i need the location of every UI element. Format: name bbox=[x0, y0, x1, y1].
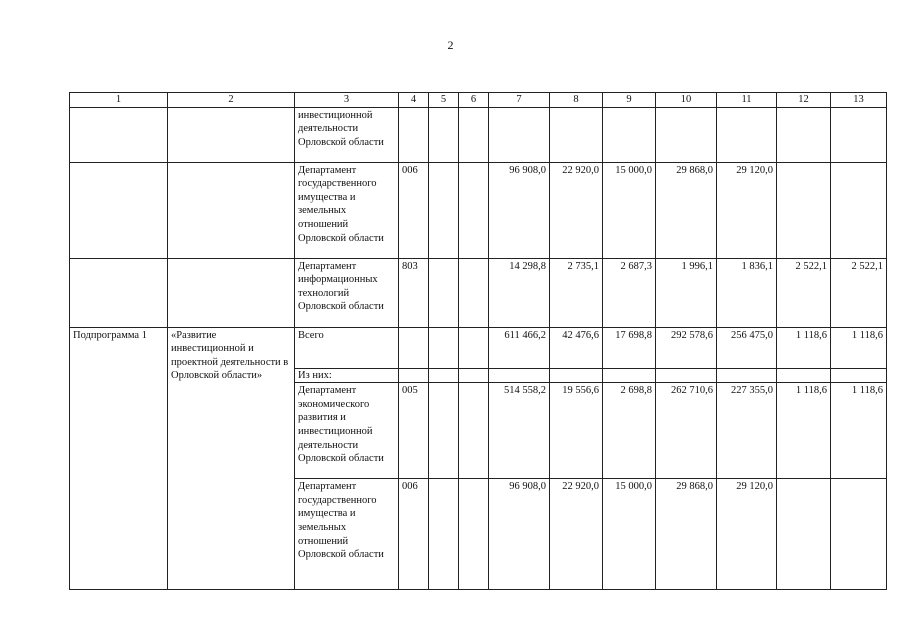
cell-empty bbox=[777, 368, 831, 383]
cell-value: 42 476,6 bbox=[550, 327, 603, 368]
cell-value: 2 522,1 bbox=[777, 258, 831, 327]
cell-empty bbox=[459, 107, 489, 162]
cell-value: 611 466,2 bbox=[489, 327, 550, 368]
header-cell: 9 bbox=[603, 93, 656, 108]
cell-value: 15 000,0 bbox=[603, 162, 656, 258]
header-cell: 12 bbox=[777, 93, 831, 108]
cell-executor: Департамент экономического развития и инвестиционной деятельности Орловской области bbox=[295, 383, 399, 479]
cell-value bbox=[777, 479, 831, 590]
cell-code: 006 bbox=[399, 479, 429, 590]
cell-value: 262 710,6 bbox=[656, 383, 717, 479]
cell-code bbox=[399, 107, 429, 162]
cell-value: 22 920,0 bbox=[550, 479, 603, 590]
cell-of-which: Из них: bbox=[295, 368, 399, 383]
cell-value: 1 118,6 bbox=[831, 383, 887, 479]
cell-empty bbox=[399, 368, 429, 383]
cell-value bbox=[603, 107, 656, 162]
cell-value: 1 996,1 bbox=[656, 258, 717, 327]
cell-empty bbox=[489, 368, 550, 383]
subprogram-number: Подпрограмма 1 bbox=[70, 327, 168, 590]
cell-code: 803 bbox=[399, 258, 429, 327]
cell-empty bbox=[831, 368, 887, 383]
cell-empty bbox=[459, 327, 489, 368]
cell-value: 2 687,3 bbox=[603, 258, 656, 327]
header-cell: 7 bbox=[489, 93, 550, 108]
header-cell: 3 bbox=[295, 93, 399, 108]
cell-empty bbox=[429, 258, 459, 327]
cell-empty bbox=[459, 162, 489, 258]
cell-value: 1 118,6 bbox=[831, 327, 887, 368]
cell-value bbox=[831, 162, 887, 258]
cell-executor: Департамент государственного имущества и земельных отношений Орловской области bbox=[295, 479, 399, 590]
cell-value: 256 475,0 bbox=[717, 327, 777, 368]
cell-empty bbox=[429, 107, 459, 162]
cell-empty bbox=[603, 368, 656, 383]
cell-value: 29 120,0 bbox=[717, 162, 777, 258]
cell-empty bbox=[717, 368, 777, 383]
header-cell: 10 bbox=[656, 93, 717, 108]
cell-value: 227 355,0 bbox=[717, 383, 777, 479]
cell-value: 514 558,2 bbox=[489, 383, 550, 479]
table-row bbox=[70, 107, 887, 162]
cell-empty bbox=[429, 327, 459, 368]
table-row bbox=[70, 162, 887, 258]
budget-table bbox=[69, 92, 887, 590]
cell-empty bbox=[656, 368, 717, 383]
cell-code: 006 bbox=[399, 162, 429, 258]
cell-value: 29 868,0 bbox=[656, 162, 717, 258]
table-row bbox=[70, 258, 887, 327]
cell-code: 005 bbox=[399, 383, 429, 479]
page-number: 2 bbox=[447, 38, 454, 52]
cell-value: 14 298,8 bbox=[489, 258, 550, 327]
cell-value bbox=[717, 107, 777, 162]
cell-value bbox=[489, 107, 550, 162]
cell-value: 1 118,6 bbox=[777, 327, 831, 368]
cell-value bbox=[831, 479, 887, 590]
cell-empty bbox=[168, 162, 295, 258]
header-cell: 5 bbox=[429, 93, 459, 108]
cell-empty bbox=[429, 479, 459, 590]
cell-value bbox=[777, 107, 831, 162]
cell-value: 1 836,1 bbox=[717, 258, 777, 327]
header-cell: 2 bbox=[168, 93, 295, 108]
cell-total-label: Всего bbox=[295, 327, 399, 368]
cell-value: 15 000,0 bbox=[603, 479, 656, 590]
cell-value: 22 920,0 bbox=[550, 162, 603, 258]
header-cell: 6 bbox=[459, 93, 489, 108]
cell-value bbox=[777, 162, 831, 258]
cell-empty bbox=[70, 258, 168, 327]
header-cell: 13 bbox=[831, 93, 887, 108]
cell-value: 2 522,1 bbox=[831, 258, 887, 327]
header-cell: 8 bbox=[550, 93, 603, 108]
cell-value: 29 868,0 bbox=[656, 479, 717, 590]
cell-value: 292 578,6 bbox=[656, 327, 717, 368]
cell-executor: Департамент государственного имущества и земельных отношений Орловской области bbox=[295, 162, 399, 258]
table-header-row bbox=[70, 93, 887, 108]
cell-value: 96 908,0 bbox=[489, 479, 550, 590]
cell-value bbox=[831, 107, 887, 162]
cell-empty bbox=[429, 383, 459, 479]
header-cell: 4 bbox=[399, 93, 429, 108]
cell-executor: инвестиционной деятельности Орловской области bbox=[295, 107, 399, 162]
header-cell: 11 bbox=[717, 93, 777, 108]
cell-value bbox=[656, 107, 717, 162]
cell-value: 96 908,0 bbox=[489, 162, 550, 258]
cell-value: 19 556,6 bbox=[550, 383, 603, 479]
cell-empty bbox=[550, 368, 603, 383]
cell-value: 2 698,8 bbox=[603, 383, 656, 479]
cell-value: 29 120,0 bbox=[717, 479, 777, 590]
cell-value: 17 698,8 bbox=[603, 327, 656, 368]
table-row bbox=[70, 327, 887, 368]
cell-code bbox=[399, 327, 429, 368]
cell-empty bbox=[459, 258, 489, 327]
cell-empty bbox=[459, 368, 489, 383]
cell-value bbox=[550, 107, 603, 162]
cell-empty bbox=[459, 479, 489, 590]
cell-value: 1 118,6 bbox=[777, 383, 831, 479]
cell-empty bbox=[429, 368, 459, 383]
cell-empty bbox=[168, 107, 295, 162]
cell-empty bbox=[168, 258, 295, 327]
cell-empty bbox=[70, 162, 168, 258]
header-cell: 1 bbox=[70, 93, 168, 108]
cell-executor: Департамент информационных технологий Орловской области bbox=[295, 258, 399, 327]
cell-empty bbox=[429, 162, 459, 258]
cell-value: 2 735,1 bbox=[550, 258, 603, 327]
cell-empty bbox=[459, 383, 489, 479]
cell-empty bbox=[70, 107, 168, 162]
subprogram-name: «Развитие инвестиционной и проектной деятельности в Орловской области» bbox=[168, 327, 295, 590]
